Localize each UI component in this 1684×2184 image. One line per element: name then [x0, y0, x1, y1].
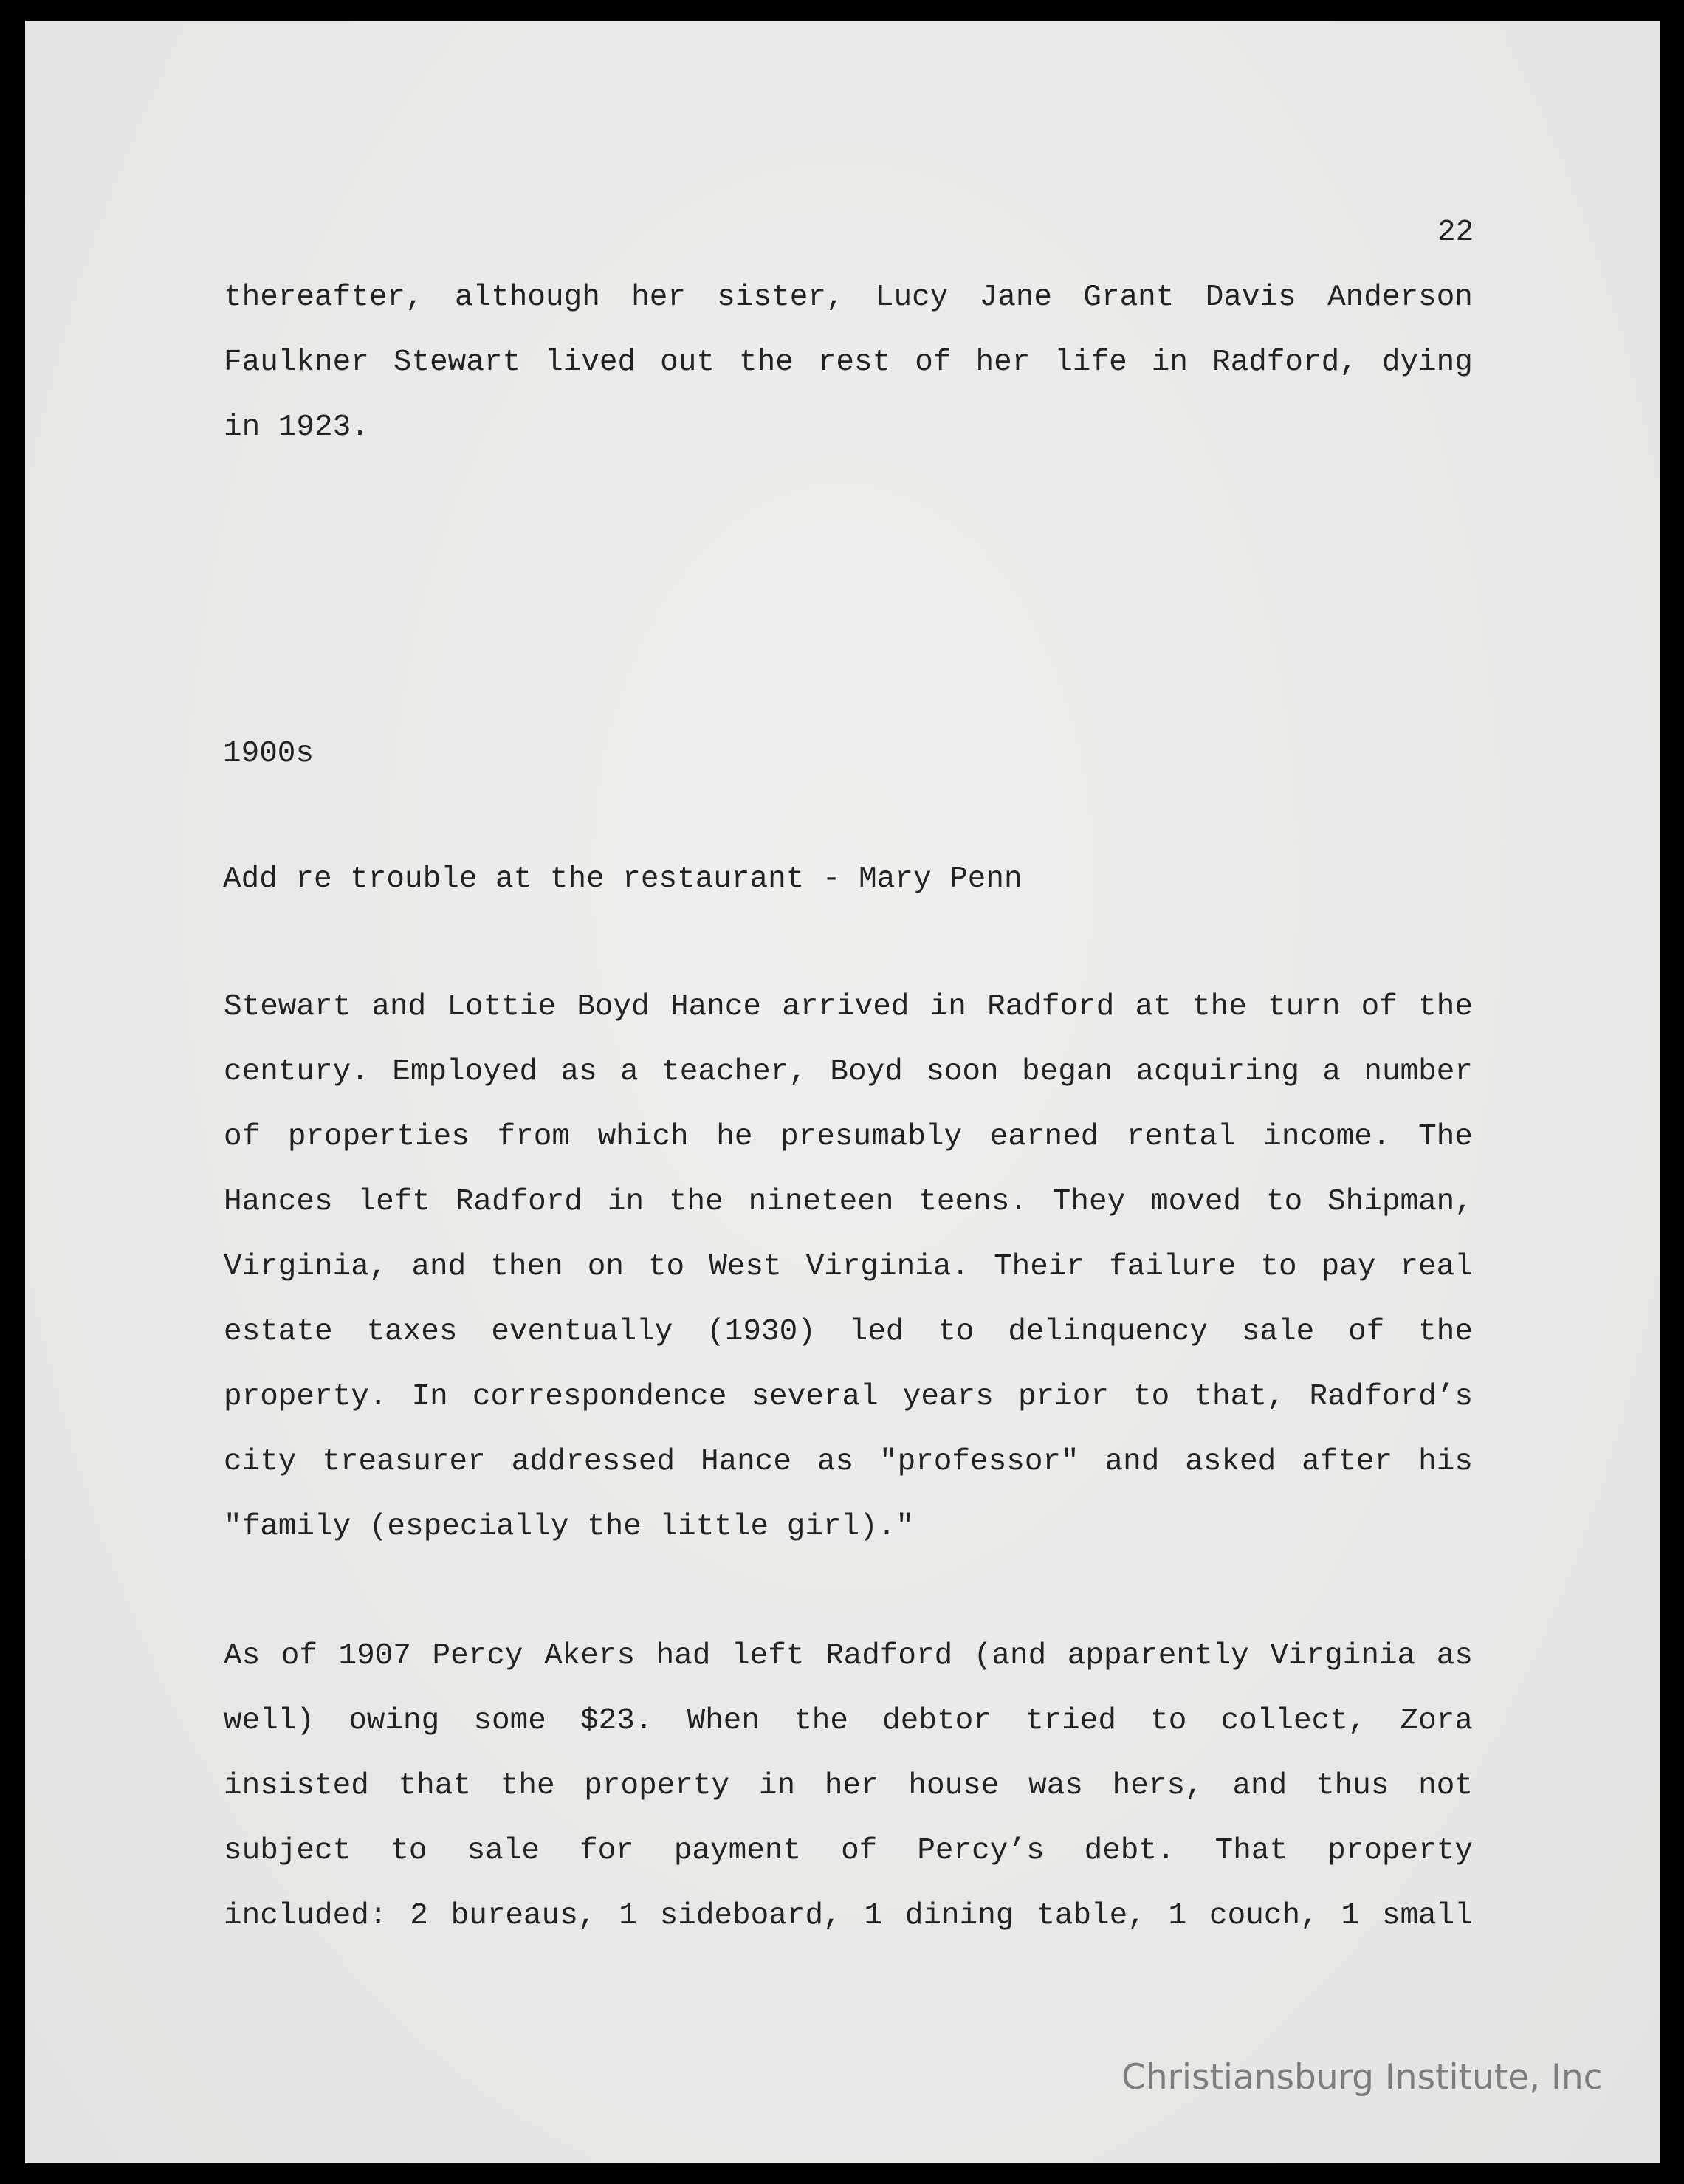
- word: a: [1322, 1055, 1341, 1089]
- word: the: [1418, 1315, 1473, 1349]
- word: nineteen: [748, 1185, 894, 1219]
- word: from: [497, 1120, 570, 1154]
- word: couch,: [1209, 1899, 1319, 1933]
- word: although: [454, 281, 600, 315]
- word: the: [738, 346, 794, 380]
- text-line: [224, 1901, 1473, 1940]
- word: several: [751, 1380, 879, 1414]
- word: thereafter,: [224, 281, 424, 315]
- word: out: [660, 346, 715, 380]
- word: Radford,: [1212, 346, 1358, 380]
- word: 1: [864, 1899, 883, 1933]
- word: Stewart: [224, 990, 351, 1024]
- word: had: [656, 1639, 711, 1673]
- word: for: [579, 1834, 634, 1868]
- word: debt.: [1084, 1834, 1175, 1868]
- word: lived: [545, 346, 636, 380]
- word: sale: [1241, 1315, 1315, 1349]
- word: at: [1135, 990, 1172, 1024]
- word: house: [908, 1769, 1000, 1803]
- word: of: [281, 1639, 317, 1673]
- word: and: [371, 990, 427, 1024]
- word: 1: [619, 1899, 637, 1933]
- word: 1907: [338, 1639, 411, 1673]
- word: the: [1418, 990, 1473, 1024]
- word: that: [398, 1769, 471, 1803]
- word: Employed: [392, 1055, 538, 1089]
- word: years: [902, 1380, 994, 1414]
- word: income.: [1263, 1120, 1391, 1154]
- text-line: [224, 992, 1473, 1031]
- word: some: [473, 1704, 546, 1738]
- word: soon: [926, 1055, 999, 1089]
- word: 1: [1341, 1899, 1360, 1933]
- word: sideboard,: [659, 1899, 842, 1933]
- word: Radford: [455, 1185, 582, 1219]
- word: dying: [1381, 346, 1473, 380]
- text-line: [224, 1057, 1473, 1096]
- word: insisted: [224, 1769, 369, 1803]
- word: in: [607, 1185, 645, 1219]
- word: (and: [973, 1639, 1047, 1673]
- word: not: [1418, 1769, 1473, 1803]
- word: Hance: [670, 990, 761, 1024]
- word: 1: [1168, 1899, 1187, 1933]
- text-line: [224, 1187, 1473, 1226]
- word: properties: [287, 1120, 470, 1154]
- word: In: [411, 1380, 448, 1414]
- word: Boyd: [577, 990, 650, 1024]
- word: Lottie: [447, 990, 557, 1024]
- word: Stewart: [393, 346, 521, 380]
- word: left: [732, 1639, 805, 1673]
- word: her: [824, 1769, 879, 1803]
- word: subject: [224, 1834, 351, 1868]
- word: his: [1418, 1445, 1473, 1479]
- word: real: [1400, 1250, 1473, 1284]
- word: taxes: [366, 1315, 458, 1349]
- word: delinquency: [1008, 1315, 1208, 1349]
- text-line: [224, 1382, 1473, 1421]
- word: included:: [224, 1899, 388, 1933]
- page-number: 22: [1437, 216, 1474, 250]
- word: owing: [348, 1704, 440, 1738]
- word: Anderson: [1327, 281, 1473, 315]
- word: thus: [1316, 1769, 1389, 1803]
- word: Shipman,: [1327, 1185, 1473, 1219]
- editor-note: Add re trouble at the restaurant - Mary Penn: [223, 862, 1023, 896]
- word: the: [794, 1704, 848, 1738]
- word: Radford’s: [1309, 1380, 1473, 1414]
- word: collect,: [1220, 1704, 1367, 1738]
- word: century.: [224, 1055, 369, 1089]
- word: Radford: [987, 990, 1115, 1024]
- word: correspondence: [472, 1380, 727, 1414]
- word: debtor: [882, 1704, 992, 1738]
- word: the: [668, 1185, 724, 1219]
- word: asked: [1185, 1445, 1276, 1479]
- word: and: [1104, 1445, 1160, 1479]
- word: as: [1436, 1639, 1473, 1673]
- word: Hance: [700, 1445, 791, 1479]
- word: earned: [989, 1120, 1099, 1154]
- word: turn: [1268, 990, 1341, 1024]
- text-line: [224, 1447, 1473, 1486]
- text-line: [224, 1317, 1473, 1356]
- word: of: [841, 1834, 878, 1868]
- text-line: [224, 1771, 1473, 1810]
- text-line: [224, 1122, 1473, 1161]
- word: Akers: [544, 1639, 636, 1673]
- word: rest: [817, 346, 891, 380]
- word: presumably: [780, 1120, 963, 1154]
- word: As: [224, 1639, 261, 1673]
- word: hers,: [1112, 1769, 1203, 1803]
- word: tried: [1025, 1704, 1116, 1738]
- word: after: [1302, 1445, 1393, 1479]
- word: $23.: [580, 1704, 653, 1738]
- word: small: [1381, 1899, 1473, 1933]
- text-line: [224, 1252, 1473, 1291]
- word: Radford: [825, 1639, 953, 1673]
- word: Jane: [979, 281, 1053, 315]
- word: to: [1265, 1185, 1303, 1219]
- word: Davis: [1205, 281, 1296, 315]
- word: sister,: [717, 281, 845, 315]
- word: of: [1348, 1315, 1385, 1349]
- word: Virginia,: [224, 1250, 388, 1284]
- word: of: [1361, 990, 1398, 1024]
- word: Lucy: [875, 281, 949, 315]
- word: treasurer: [322, 1445, 486, 1479]
- word: Percy: [432, 1639, 523, 1673]
- word: payment: [673, 1834, 802, 1868]
- word: Their: [994, 1250, 1085, 1284]
- text-line: [224, 1706, 1473, 1745]
- word: of: [915, 346, 952, 380]
- word: property: [584, 1769, 730, 1803]
- word: dining: [904, 1899, 1014, 1933]
- word: as: [817, 1445, 854, 1479]
- word: Percy’s: [917, 1834, 1045, 1868]
- word: in: [929, 990, 966, 1024]
- word: property.: [224, 1380, 388, 1414]
- word: property: [1327, 1834, 1473, 1868]
- word: 2: [410, 1899, 428, 1933]
- word: teacher,: [661, 1055, 807, 1089]
- word: arrived: [782, 990, 910, 1024]
- word: that,: [1194, 1380, 1285, 1414]
- word: left: [357, 1185, 430, 1219]
- word: They: [1052, 1185, 1126, 1219]
- word: her: [631, 281, 686, 315]
- word: which: [597, 1120, 689, 1154]
- word: "professor": [879, 1445, 1079, 1479]
- word: he: [716, 1120, 753, 1154]
- word: to: [1260, 1250, 1297, 1284]
- word: table,: [1037, 1899, 1146, 1933]
- word: eventually: [491, 1315, 673, 1349]
- text-line: [224, 283, 1473, 321]
- word: Virginia: [1270, 1639, 1416, 1673]
- word: The: [1418, 1120, 1473, 1154]
- word: rental: [1126, 1120, 1236, 1154]
- word: number: [1364, 1055, 1473, 1089]
- word: apparently: [1067, 1639, 1249, 1673]
- word: failure: [1109, 1250, 1237, 1284]
- word: Virginia.: [805, 1250, 970, 1284]
- word: (1930): [707, 1315, 816, 1349]
- word: to: [647, 1250, 685, 1284]
- word: to: [938, 1315, 975, 1349]
- word: led: [849, 1315, 904, 1349]
- word: life: [1054, 346, 1127, 380]
- text-line: [224, 348, 1473, 386]
- word: estate: [224, 1315, 333, 1349]
- text-line: [224, 1641, 1473, 1680]
- word: a: [620, 1055, 639, 1089]
- word: to: [1133, 1380, 1170, 1414]
- word: That: [1214, 1834, 1288, 1868]
- word: Faulkner: [224, 346, 369, 380]
- word: sale: [467, 1834, 540, 1868]
- word: city: [224, 1445, 297, 1479]
- watermark-text: Christiansburg Institute, Inc: [1121, 2057, 1603, 2098]
- word: acquiring: [1135, 1055, 1299, 1089]
- word: Boyd: [830, 1055, 903, 1089]
- section-heading: 1900s: [223, 737, 315, 771]
- word: prior: [1017, 1380, 1109, 1414]
- word: and: [1232, 1769, 1288, 1803]
- word: When: [687, 1704, 760, 1738]
- word: well): [224, 1704, 315, 1738]
- word: addressed: [511, 1445, 676, 1479]
- word: the: [500, 1769, 555, 1803]
- word: was: [1028, 1769, 1083, 1803]
- word: Zora: [1400, 1704, 1473, 1738]
- text-line: in 1923.: [224, 411, 369, 444]
- word: in: [1151, 346, 1188, 380]
- text-line: [224, 1836, 1473, 1875]
- word: her: [975, 346, 1031, 380]
- text-line: "family (especially the little girl).": [224, 1510, 914, 1544]
- word: moved: [1150, 1185, 1242, 1219]
- word: then: [490, 1250, 563, 1284]
- word: on: [587, 1250, 624, 1284]
- word: in: [758, 1769, 796, 1803]
- word: bureaus,: [450, 1899, 597, 1933]
- word: the: [1192, 990, 1247, 1024]
- word: Grant: [1083, 281, 1175, 315]
- word: pay: [1321, 1250, 1376, 1284]
- word: Hances: [224, 1185, 333, 1219]
- word: of: [224, 1120, 261, 1154]
- word: as: [560, 1055, 597, 1089]
- word: and: [411, 1250, 467, 1284]
- word: teens.: [918, 1185, 1028, 1219]
- word: to: [1150, 1704, 1187, 1738]
- word: began: [1022, 1055, 1113, 1089]
- word: West: [709, 1250, 782, 1284]
- word: to: [391, 1834, 427, 1868]
